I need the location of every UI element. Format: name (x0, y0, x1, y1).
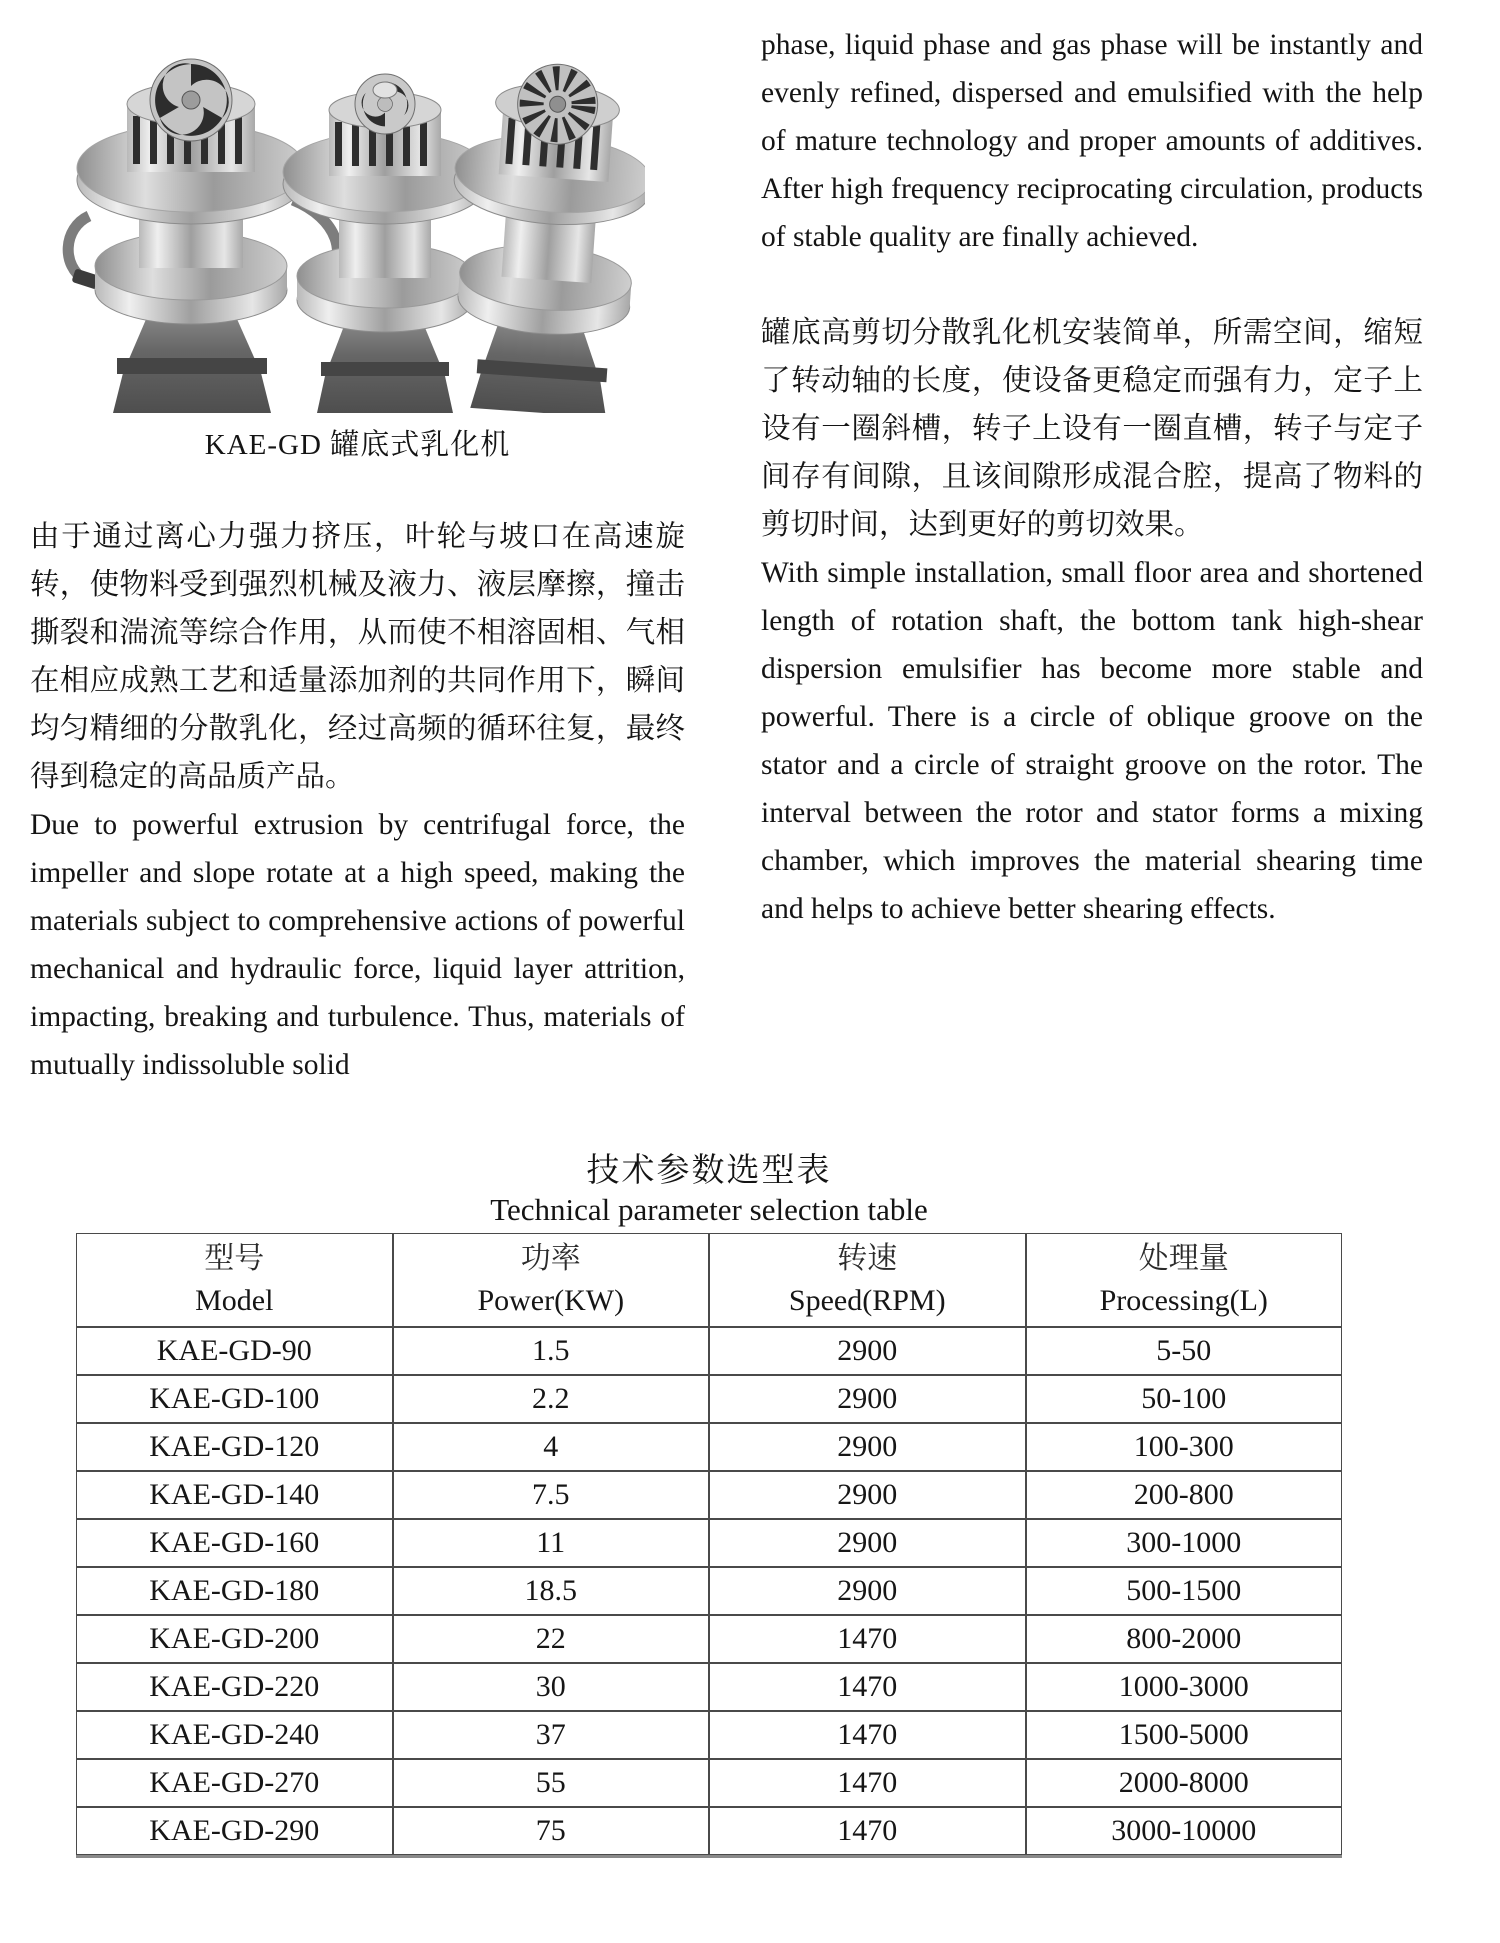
cell-model: KAE-GD-160 (76, 1519, 393, 1567)
table-row (76, 1423, 1342, 1471)
cell-processing: 50-100 (1026, 1375, 1343, 1423)
cell-model: KAE-GD-270 (76, 1759, 393, 1807)
table-row (76, 1471, 1342, 1519)
cell-speed: 1470 (709, 1759, 1026, 1807)
cell-model: KAE-GD-220 (76, 1663, 393, 1711)
cell-processing: 2000-8000 (1026, 1759, 1343, 1807)
table-row (76, 1375, 1342, 1423)
emulsifier-photo-illustration (55, 28, 645, 413)
cell-power: 37 (393, 1711, 710, 1759)
column-header-power: 功率 Power(KW) (393, 1233, 710, 1327)
cell-speed: 2900 (709, 1471, 1026, 1519)
column-header-speed: 转速 Speed(RPM) (709, 1233, 1026, 1327)
table-row (76, 1519, 1342, 1567)
cell-power: 4 (393, 1423, 710, 1471)
cell-processing: 300-1000 (1026, 1519, 1343, 1567)
cell-speed: 2900 (709, 1375, 1026, 1423)
photo-caption: KAE-GD 罐底式乳化机 (204, 429, 511, 461)
emulsifier-machine-left (68, 58, 339, 413)
table-row (76, 1807, 1342, 1855)
product-photo (55, 28, 645, 413)
emulsifier-machine-right (438, 57, 645, 413)
cell-power: 2.2 (393, 1375, 710, 1423)
left-paragraph-cn: 由于通过离心力强力挤压，叶轮与坡口在高速旋转，使物料受到强烈机械及液力、液层摩擦，撞击撕裂和湍流等综合作用，从而使不相溶固相、气相在相应成熟工艺和适量添加剂的共同作用下，瞬间均匀精细的分散乳化，经过高频的循环往复，最终得到稳定的高品质产品。 (30, 521, 685, 793)
right-text-column (761, 21, 1423, 933)
cell-power: 22 (393, 1615, 710, 1663)
cell-power: 18.5 (393, 1567, 710, 1615)
technical-parameter-table (76, 1233, 1342, 1858)
cell-processing: 500-1500 (1026, 1567, 1343, 1615)
cell-power: 7.5 (393, 1471, 710, 1519)
column-header-model: 型号 Model (76, 1233, 393, 1327)
cell-model: KAE-GD-120 (76, 1423, 393, 1471)
emulsifier-machine-middle (283, 74, 487, 413)
table-row (76, 1615, 1342, 1663)
cell-processing: 5-50 (1026, 1327, 1343, 1375)
cell-speed: 2900 (709, 1519, 1026, 1567)
table-row (76, 1327, 1342, 1375)
table-row (76, 1711, 1342, 1759)
cell-model: KAE-GD-290 (76, 1807, 393, 1855)
cell-power: 75 (393, 1807, 710, 1855)
cell-processing: 200-800 (1026, 1471, 1343, 1519)
spec-table-container (76, 1233, 1342, 1858)
right-paragraph-cn: 罐底高剪切分散乳化机安装简单，所需空间，缩短了转动轴的长度，使设备更稳定而强有力，定子上设有一圈斜槽，转子上设有一圈直槽，转子与定子间存有间隙，且该间隙形成混合腔，提高了物料的剪切时间，达到更好的剪切效果。 (761, 317, 1423, 541)
table-header-row (76, 1233, 1342, 1327)
cell-power: 1.5 (393, 1327, 710, 1375)
cell-model: KAE-GD-240 (76, 1711, 393, 1759)
cell-model: KAE-GD-200 (76, 1615, 393, 1663)
right-paragraph-en-1: phase, liquid phase and gas phase will be instantly and evenly refined, dispersed and emulsified with the help of mature technology and proper amounts of additives. After high frequency reciprocating circulation, products of stable quality are finally achieved. (761, 29, 1423, 253)
column-header-processing: 处理量 Processing(L) (1026, 1233, 1343, 1327)
cell-processing: 1500-5000 (1026, 1711, 1343, 1759)
cell-speed: 2900 (709, 1327, 1026, 1375)
table-row (76, 1663, 1342, 1711)
table-title-en: Technical parameter selection table (490, 1192, 928, 1227)
left-paragraph-en: Due to powerful extrusion by centrifugal force, the impeller and slope rotate at a high speed, making the materials subject to comprehensive actions of powerful mechanical and hydraulic force, liquid layer attrition, impacting, breaking and turbulence. Thus, materials of mutually indissoluble solid (30, 809, 685, 1081)
table-row (76, 1567, 1342, 1615)
cell-model: KAE-GD-140 (76, 1471, 393, 1519)
left-text-column (30, 513, 685, 1089)
cell-speed: 1470 (709, 1711, 1026, 1759)
cell-processing: 800-2000 (1026, 1615, 1343, 1663)
cell-speed: 2900 (709, 1567, 1026, 1615)
cell-power: 55 (393, 1759, 710, 1807)
cell-processing: 1000-3000 (1026, 1663, 1343, 1711)
cell-model: KAE-GD-90 (76, 1327, 393, 1375)
cell-speed: 1470 (709, 1615, 1026, 1663)
cell-speed: 2900 (709, 1423, 1026, 1471)
cell-model: KAE-GD-180 (76, 1567, 393, 1615)
cell-power: 11 (393, 1519, 710, 1567)
cell-power: 30 (393, 1663, 710, 1711)
table-row (76, 1759, 1342, 1807)
cell-speed: 1470 (709, 1663, 1026, 1711)
cell-speed: 1470 (709, 1807, 1026, 1855)
cell-processing: 100-300 (1026, 1423, 1343, 1471)
right-paragraph-en-2: With simple installation, small floor area and shortened length of rotation shaft, the bottom tank high-shear dispersion emulsifier has become more stable and powerful. There is a circle of oblique groove on the stator and a circle of straight groove on the rotor. The interval between the rotor and stator forms a mixing chamber, which improves the material shearing time and helps to achieve better shearing effects. (761, 557, 1423, 925)
cell-model: KAE-GD-100 (76, 1375, 393, 1423)
table-title-cn: 技术参数选型表 (586, 1153, 832, 1189)
cell-processing: 3000-10000 (1026, 1807, 1343, 1855)
